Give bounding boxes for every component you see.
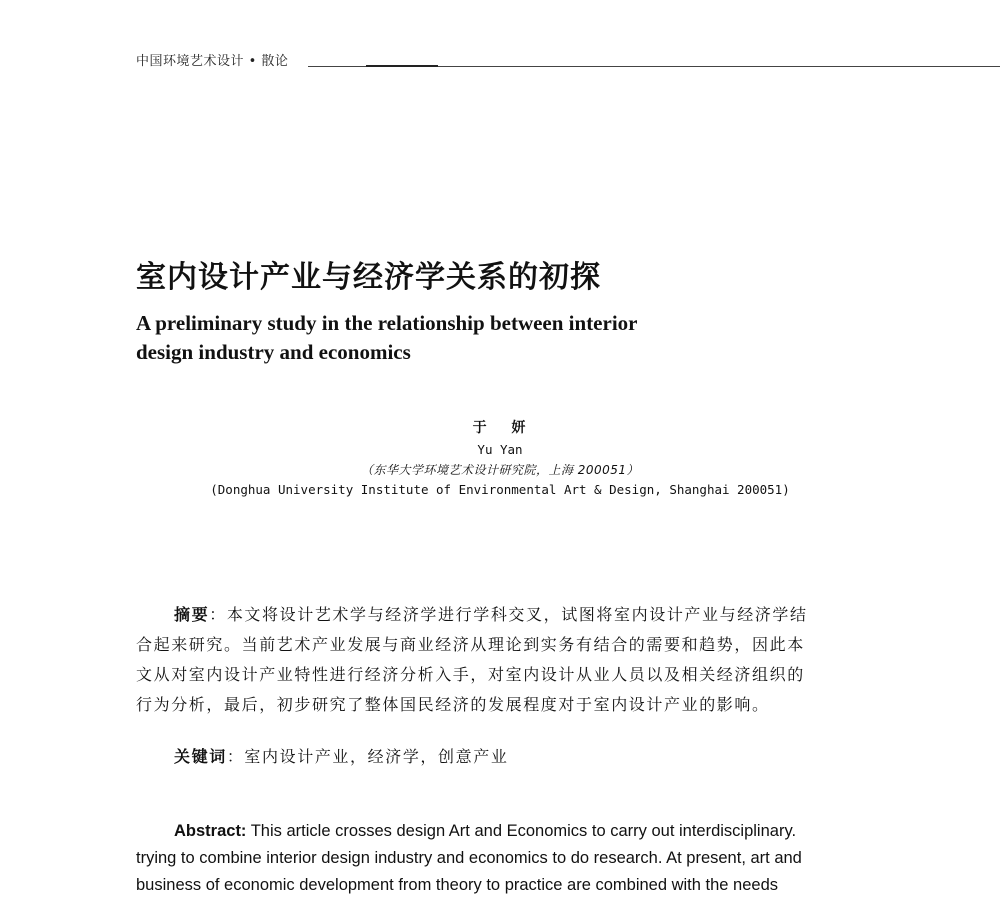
abstract-chinese-sep: ： — [209, 605, 227, 624]
abstract-chinese-line-2: 合起来研究。当前艺术产业发展与商业经济从理论到实务有结合的需要和趋势，因此本 — [136, 635, 805, 654]
abstract-chinese-line-4: 行为分析，最后，初步研究了整体国民经济的发展程度对于室内设计产业的影响。 — [136, 695, 770, 714]
title-chinese: 室内设计产业与经济学关系的初探 — [136, 260, 601, 295]
abstract-english-line-2: trying to combine interior design industry and economics to do research. At present, art and — [136, 849, 802, 867]
abstract-chinese — [136, 600, 876, 720]
author-name-chinese: 于 妍 — [472, 420, 536, 436]
running-header — [136, 48, 1000, 70]
abstract-chinese-line-1 — [136, 600, 876, 630]
keywords-label: 关键词 — [174, 747, 227, 766]
abstract-english — [136, 818, 881, 899]
author-block — [136, 418, 864, 500]
author-name-english: Yu Yan — [477, 442, 523, 457]
abstract-chinese-line-3: 文从对室内设计产业特性进行经济分析入手，对室内设计从业人员以及相关经济组织的 — [136, 665, 805, 684]
abstract-chinese-text-1: 本文将设计艺术学与经济学进行学科交叉，试图将室内设计产业与经济学结 — [226, 605, 808, 624]
abstract-english-line-1 — [136, 818, 881, 845]
affiliation-chinese: （东华大学环境艺术设计研究院，上海 200051） — [360, 463, 640, 477]
affiliation-english: (Donghua University Institute of Environmental Art & Design, Shanghai 200051) — [210, 482, 790, 497]
abstract-english-line-3: business of economic development from theory to practice are combined with the needs — [136, 876, 779, 894]
keywords-text: 室内设计产业，经济学，创意产业 — [244, 747, 509, 766]
abstract-chinese-label: 摘要 — [174, 605, 210, 624]
title-english-line-1: A preliminary study in the relationship between interior — [136, 311, 638, 335]
title-english — [136, 309, 736, 367]
abstract-english-text-1: This article crosses design Art and Economics to carry out interdisciplinary. — [246, 822, 797, 840]
journal-name: 中国环境艺术设计 • 散论 — [136, 54, 289, 69]
title-english-line-2: design industry and economics — [136, 340, 411, 364]
abstract-english-label: Abstract: — [174, 822, 247, 840]
keywords — [174, 744, 508, 767]
header-rule-accent — [366, 65, 438, 67]
keywords-sep: ： — [226, 747, 245, 766]
